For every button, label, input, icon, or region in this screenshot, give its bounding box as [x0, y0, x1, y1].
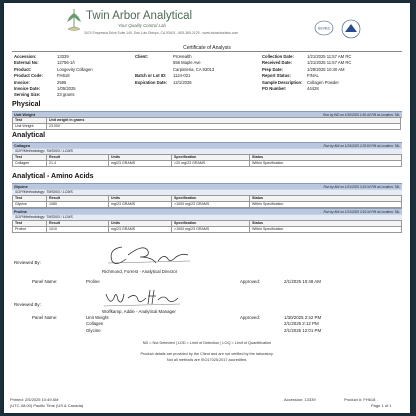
proline-cell-status: Within Specification	[250, 227, 402, 233]
received-value: 1/21/2025 11:57 AM RC	[307, 60, 352, 66]
proline-cell-spec: >1000 mg/23 GRAMS	[172, 227, 250, 233]
invoice-value: 2595	[57, 79, 67, 85]
svg-text:ISO/IEC: ISO/IEC	[317, 26, 331, 31]
physical-col-test: Test	[13, 118, 47, 124]
expiration-label: Expiration Date:	[135, 79, 168, 85]
collagen-cell-test: Collagen	[13, 161, 47, 167]
approved-unit-weight: 1/30/2025 2:42 PM	[284, 315, 322, 320]
coa-document	[4, 3, 410, 413]
sample-info-left	[14, 54, 93, 99]
panel-list-2	[86, 315, 109, 334]
glycine-sop: SOP/Methodology: TMS003 / LCMS	[12, 189, 402, 195]
client-info	[135, 54, 214, 86]
reviewer-name-2: Wolfkamp, Addie - Analytical Manager	[102, 309, 176, 314]
glycine-cell-units: mg/23 GRAMS	[109, 202, 172, 208]
physical-row-value: 23.000	[47, 124, 401, 130]
prep-label: Prep Date:	[262, 66, 283, 72]
batch-label: Batch or Lot ID:	[135, 73, 167, 79]
client-address-2: Carpinteria, CA 93013	[173, 66, 215, 72]
lab-header	[4, 3, 410, 41]
po-label: PO Number:	[262, 86, 287, 92]
product-label: Product:	[14, 66, 32, 72]
report-label: Report Status:	[262, 73, 291, 79]
lab-tagline: Your Quality Control Lab	[118, 23, 166, 28]
collagen-table	[12, 142, 402, 167]
physical-table	[12, 111, 402, 130]
title-divider	[12, 51, 402, 52]
panel-name-glycine: Glycine	[86, 327, 101, 333]
accreditation-badge-icon	[314, 20, 334, 36]
proline-cell-test: Proline	[13, 227, 47, 233]
invoice-date-label: Invoice Date:	[14, 86, 41, 92]
proline-sop: SOP/Methodology: TMS003 / LCMS	[12, 214, 402, 220]
approved-label-1: Approved:	[240, 279, 261, 284]
glycine-run: Run by AW on 1/31/2025 3:15:34 PM at Location: TAL	[323, 184, 400, 189]
panel-name-label-2: Panel Name:	[32, 315, 58, 320]
proline-run: Run by AW on 1/31/2025 3:15:34 PM at Location: TAL	[323, 209, 400, 214]
proline-col-status: Status	[250, 221, 402, 227]
glycine-cell-spec: >1000 mg/23 GRAMS	[172, 202, 250, 208]
lab-name: Twin Arbor Analytical	[86, 10, 193, 22]
physical-heading: Physical	[12, 101, 41, 108]
certification-badge-icon	[340, 19, 362, 39]
proline-cell-units: mg/23 GRAMS	[109, 227, 172, 233]
proline-col-test: Test	[13, 221, 47, 227]
sample-desc-label: Sample Description:	[262, 79, 303, 85]
footer-product: Product #: FH618	[344, 397, 376, 402]
physical-col-grams: Unit weight in grams	[47, 118, 401, 124]
collagen-cell-spec: >20 mg/23 GRAMS	[172, 161, 250, 167]
disclaimer-2: Not all methods are ISO17025:2017 accredited.	[166, 358, 248, 362]
page-number: Page 1 of 1	[371, 403, 392, 408]
proline-bar-label: Proline	[14, 209, 27, 214]
collagen-col-result: Result	[47, 155, 109, 161]
collagen-col-units: Units	[109, 155, 172, 161]
signature-richmond-icon	[104, 241, 194, 269]
reviewer-name-1: Richmond, Forrest - Analytical Director	[102, 269, 178, 274]
po-value: 44428	[307, 86, 319, 92]
tree-logo-icon	[64, 7, 84, 33]
accession-value: 13339	[57, 54, 69, 59]
client-label: Client:	[135, 54, 149, 59]
unit-weight-run: Run by WD on 1/30/2025 1:50:44 PM at Location: TAL	[323, 112, 400, 117]
collagen-cell-units: mg/23 GRAMS	[109, 161, 172, 167]
approved-label-2: Approved:	[240, 315, 261, 320]
invoice-label: Invoice:	[14, 79, 30, 85]
collagen-col-spec: Specification	[172, 155, 250, 161]
invoice-date-value: 1/05/2025	[57, 86, 76, 92]
glycine-col-status: Status	[250, 196, 402, 202]
serving-label: Serving Size:	[14, 92, 41, 98]
reviewed-by-label-2: Reviewed By:	[14, 302, 41, 307]
sample-dates	[262, 54, 351, 92]
glycine-bar-label: Glycine	[14, 184, 28, 189]
received-label: Received Date:	[262, 60, 293, 66]
approved-list-2	[284, 315, 321, 334]
panel-name-label-1: Panel Name:	[32, 279, 58, 284]
expiration-value: 12/1/2026	[173, 79, 192, 85]
glycine-col-test: Test	[13, 196, 47, 202]
sample-desc-value: Collagen Powder	[307, 79, 339, 85]
panel-name-unit-weight: Unit Weight	[86, 315, 109, 320]
product-code-value: FH618	[57, 73, 70, 79]
document-title: Certificate of Analysis	[183, 45, 231, 51]
collagen-cell-status: Within Specification	[250, 161, 402, 167]
printed-date: Printed: 2/5/2025 10:49 AM	[10, 397, 59, 402]
lab-address: 3474 Empressa Drive Suite 140, San Luis Obispo, CA 93401 - 805-369-2129 - www.twinarborlabs.com	[84, 31, 239, 35]
proline-col-result: Result	[47, 221, 109, 227]
panel-name-value-1: Proline	[86, 279, 100, 284]
proline-col-units: Units	[109, 221, 172, 227]
collection-label: Collection Date:	[262, 54, 294, 59]
product-value: Longevity Collagen	[57, 66, 93, 72]
reviewed-by-label-1: Reviewed By:	[14, 260, 41, 265]
serving-value: 23 grams	[57, 92, 75, 98]
accession-label: Accession:	[14, 54, 37, 59]
collagen-cell-result: 21.4	[47, 161, 109, 167]
glycine-cell-result: 1080	[47, 202, 109, 208]
glycine-col-result: Result	[47, 196, 109, 202]
amino-table	[12, 183, 402, 233]
approved-value-1: 2/1/2025 10:48 AM	[284, 279, 321, 284]
signature-wolfkamp-icon	[102, 286, 182, 310]
collagen-bar-label: Collagen	[14, 143, 31, 148]
amino-heading: Analytical - Amino Acids	[12, 173, 94, 180]
approved-glycine: 2/1/2025 12:01 PM	[284, 327, 322, 333]
timezone: (UTC-08:00) Pacific Time (US & Canada)	[10, 403, 84, 408]
glycine-col-spec: Specification	[172, 196, 250, 202]
client-value: ProHealth	[173, 54, 192, 59]
analytical-heading: Analytical	[12, 132, 46, 139]
proline-cell-result: 1010	[47, 227, 109, 233]
collagen-run: Run by AW on 1/29/2025 2:25:00 PM at Location: TAL	[323, 143, 400, 148]
footer-accession: Accession: 13339	[284, 397, 316, 402]
collagen-col-test: Test	[13, 155, 47, 161]
glycine-cell-test: Glycine	[13, 202, 47, 208]
client-address-1: 556 Maple Ave	[173, 60, 201, 66]
report-value: FINAL	[307, 73, 319, 79]
prep-value: 1/29/2025 10:40 AM	[307, 66, 345, 72]
unit-weight-bar-label: Unit Weight	[14, 112, 36, 117]
external-value: 12756-1/t	[57, 60, 75, 66]
approved-collagen: 2/1/2025 2:12 PM	[284, 321, 319, 327]
product-code-label: Product Code:	[14, 73, 43, 79]
batch-value: 1124-021	[173, 73, 191, 79]
proline-col-spec: Specification	[172, 221, 250, 227]
abbreviation-legend: ND = Not Detected | LOD = Limit of Detection | LOQ = Limit of Quantification	[142, 341, 272, 345]
glycine-col-units: Units	[109, 196, 172, 202]
collagen-sop: SOP/Methodology: TMS003 / LCMS	[12, 148, 402, 154]
glycine-cell-status: Within Specification	[250, 202, 402, 208]
panel-name-collagen: Collagen	[86, 321, 104, 327]
collection-value: 1/21/2025 11:57 AM RC	[307, 54, 352, 59]
physical-row-test: Unit Weight	[13, 124, 47, 130]
disclaimer-1: Product details are provided by the Client and are not verified by the laboratory.	[140, 352, 274, 356]
external-label: External No:	[14, 60, 39, 66]
collagen-col-status: Status	[250, 155, 402, 161]
